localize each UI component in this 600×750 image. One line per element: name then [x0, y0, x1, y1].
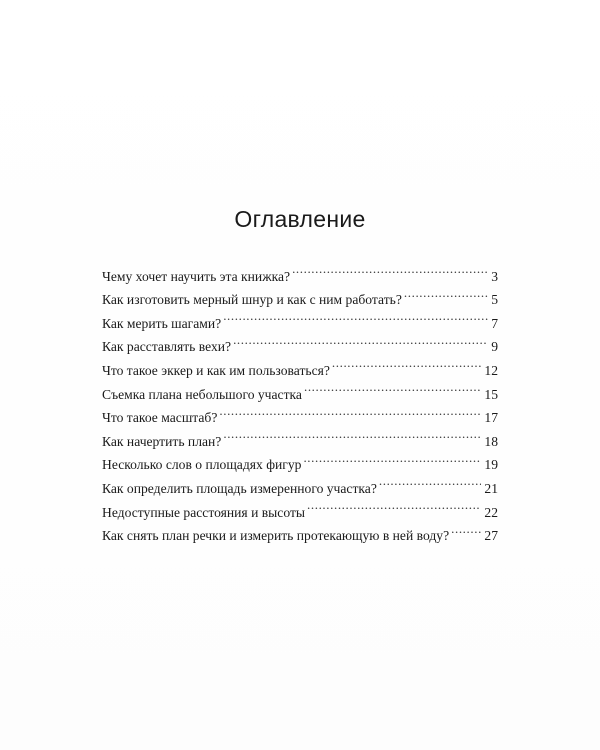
toc-entry-title: Как мерить шагами?: [102, 315, 222, 331]
page-title: Оглавление: [234, 206, 366, 232]
toc-entry-title: Недоступные расстояния и высоты: [102, 504, 306, 520]
toc-entry-page-number: 3: [491, 268, 498, 284]
toc-entry: [102, 257, 498, 284]
toc-entry-page-number: 21: [484, 480, 498, 496]
toc-entry-title: Несколько слов о площадях фигур: [102, 457, 302, 473]
dot-leader: [304, 375, 481, 399]
dot-leader: [451, 517, 481, 541]
toc-entry-page-number: 7: [491, 315, 498, 331]
toc-entry-title: Как расставлять вехи?: [102, 339, 232, 355]
toc-entry-page-number: 15: [484, 386, 498, 402]
toc-entry-title: Чему хочет научить эта книжка?: [102, 268, 291, 284]
dot-leader: [223, 422, 481, 446]
toc-entry-page-number: 12: [484, 362, 498, 378]
toc-entry-title: Как изготовить мерный шнур и как с ним работать?: [102, 292, 402, 308]
dot-leader: [219, 399, 481, 423]
toc-entry-page-number: 9: [491, 339, 498, 355]
toc-entry-page-number: 27: [484, 528, 498, 544]
toc-entry-page-number: 19: [484, 457, 498, 473]
dot-leader: [307, 493, 481, 517]
dot-leader: [233, 328, 488, 352]
dot-leader: [223, 304, 488, 328]
toc-entry-title: Как снять план речки и измерить протекающую в ней воду?: [102, 528, 450, 544]
toc-entry-title: Съемка плана небольшого участка: [102, 386, 302, 402]
toc-entry-title: Как начертить план?: [102, 433, 222, 449]
dot-leader: [292, 257, 488, 281]
dot-leader: [332, 351, 482, 375]
toc-entry-page-number: 18: [484, 433, 498, 449]
dot-leader: [303, 446, 481, 470]
toc-entry-title: Что такое масштаб?: [102, 410, 218, 426]
toc-entry-page-number: 22: [484, 504, 498, 520]
toc-entry-page-number: 5: [491, 292, 498, 308]
dot-leader: [404, 281, 488, 305]
dot-leader: [379, 469, 482, 493]
toc-entry-page-number: 17: [484, 410, 498, 426]
toc-entry-title: Что такое эккер и как им пользоваться?: [102, 362, 330, 378]
table-of-contents: [102, 257, 498, 544]
toc-entry-title: Как определить площадь измеренного участка?: [102, 480, 377, 496]
